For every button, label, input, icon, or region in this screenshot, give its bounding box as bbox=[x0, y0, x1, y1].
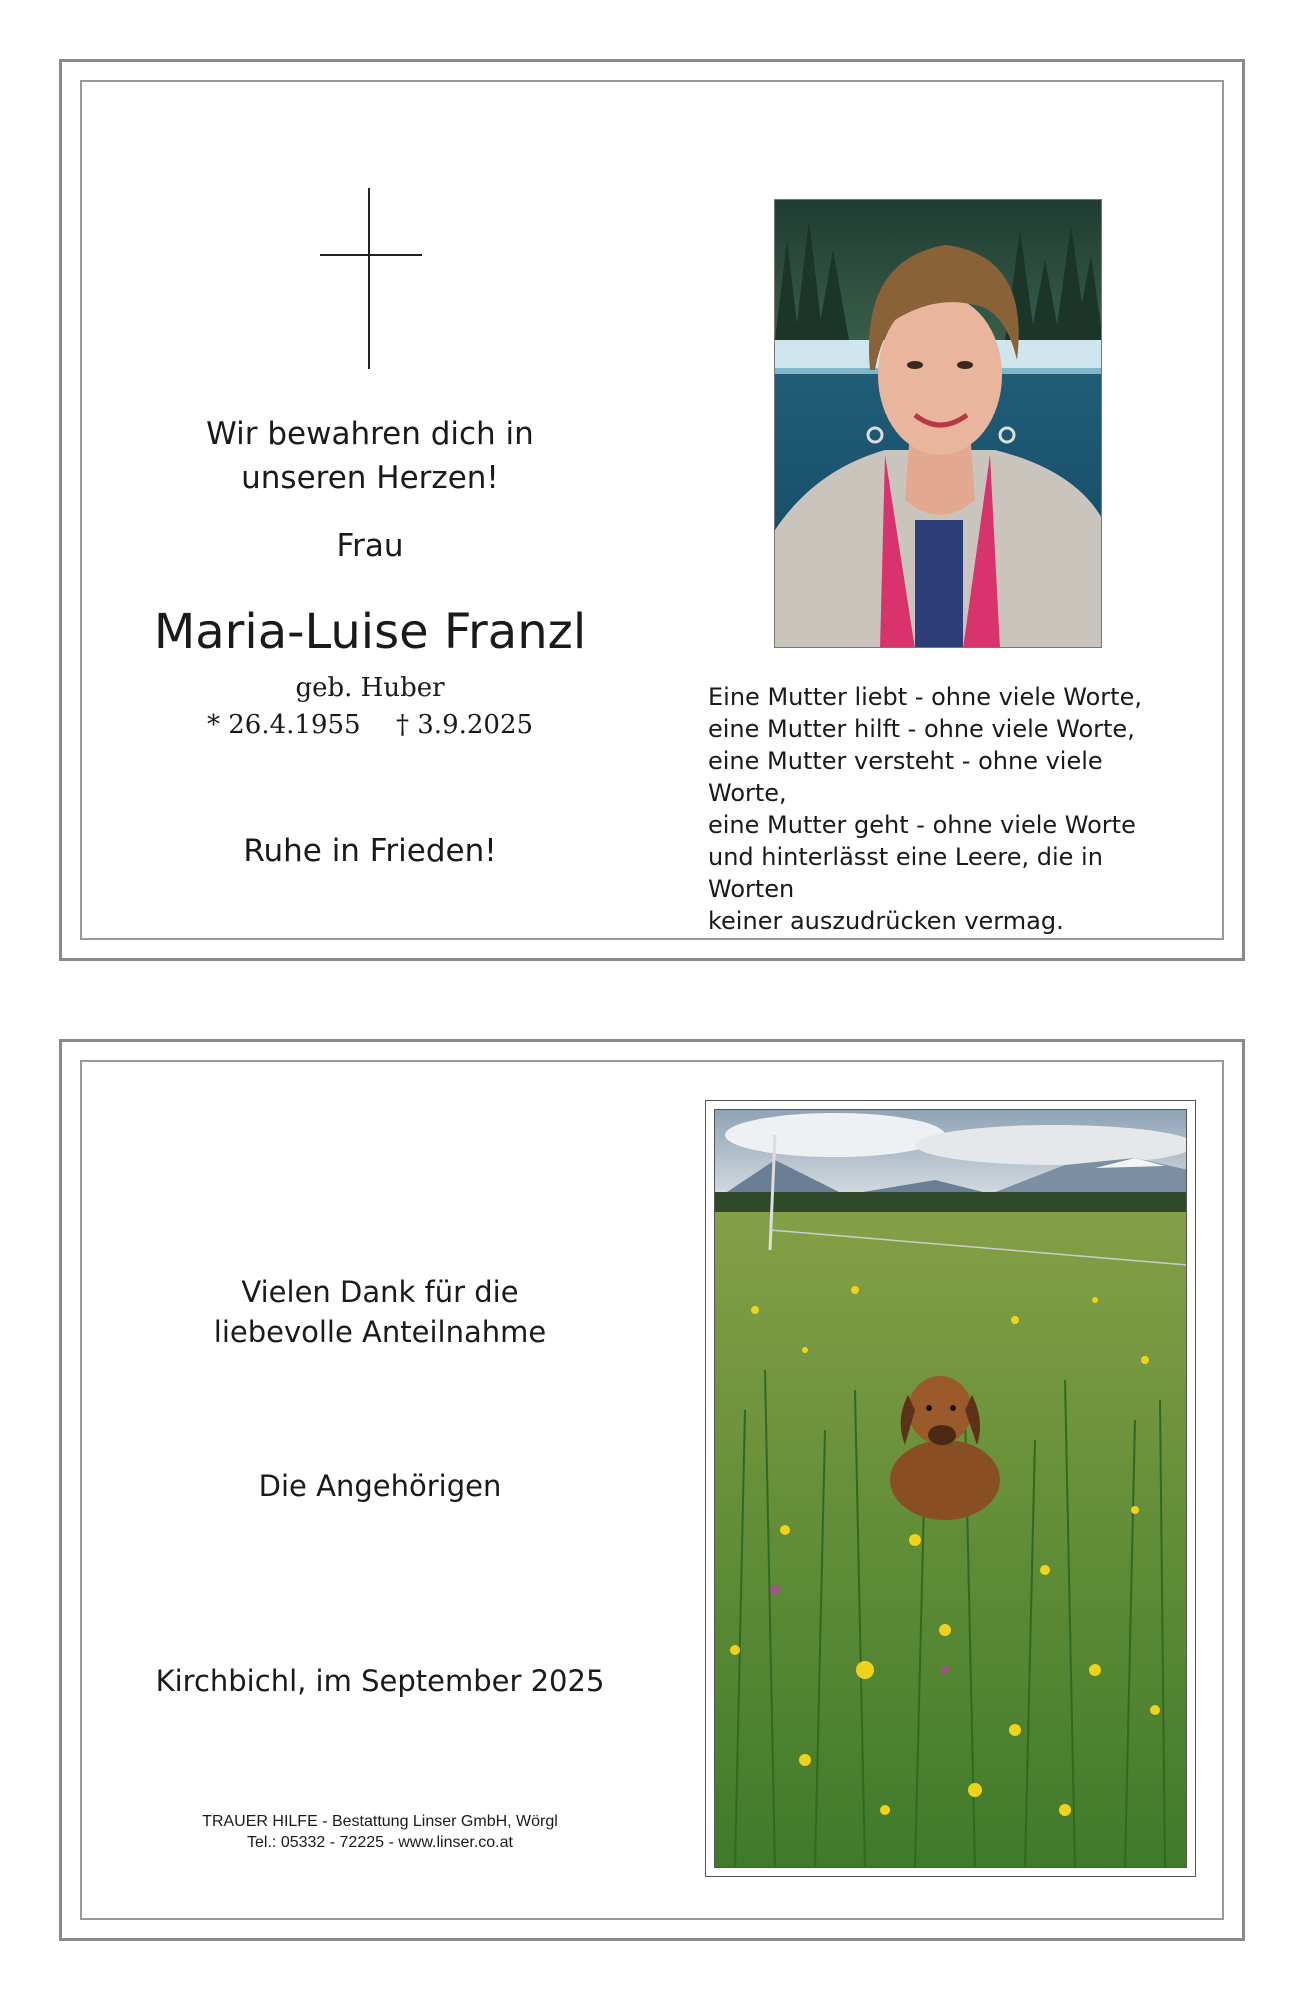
poem-line: eine Mutter hilft - ohne viele Worte, bbox=[708, 715, 1135, 743]
thanks-line-1: Vielen Dank für die bbox=[241, 1275, 519, 1309]
poem-line: Eine Mutter liebt - ohne viele Worte, bbox=[708, 683, 1142, 711]
meadow-photo-frame bbox=[705, 1100, 1196, 1877]
place-and-date: Kirchbichl, im September 2025 bbox=[155, 1664, 605, 1698]
memorial-quote-line-2: unseren Herzen! bbox=[241, 460, 499, 496]
family-signature: Die Angehörigen bbox=[258, 1469, 502, 1503]
portrait-photo bbox=[774, 199, 1102, 648]
memorial-quote-line-1: Wir bewahren dich in bbox=[206, 416, 534, 452]
poem-line: und hinterlässt eine Leere, die in Worten bbox=[708, 843, 1103, 903]
maiden-name: geb. Huber bbox=[295, 673, 445, 703]
thanks-message bbox=[160, 1272, 600, 1352]
cross-icon-vertical bbox=[368, 188, 370, 369]
funeral-home-info bbox=[130, 1811, 630, 1853]
thanks-line-2: liebevolle Anteilnahme bbox=[213, 1315, 547, 1349]
closing-words: Ruhe in Frieden! bbox=[243, 833, 497, 869]
funeral-home-name: TRAUER HILFE - Bestattung Linser GmbH, Wörgl bbox=[202, 1813, 558, 1830]
memorial-quote bbox=[130, 412, 610, 500]
salutation: Frau bbox=[336, 528, 404, 564]
cross-icon-horizontal bbox=[320, 254, 422, 256]
birth-date: * 26.4.1955 bbox=[207, 710, 361, 740]
funeral-home-contact: Tel.: 05332 - 72225 - www.linser.co.at bbox=[247, 1834, 513, 1851]
deceased-name: Maria-Luise Franzl bbox=[153, 604, 587, 660]
dog-meadow-photo bbox=[714, 1109, 1187, 1868]
poem-line: eine Mutter versteht - ohne viele Worte, bbox=[708, 747, 1103, 807]
poem-line: keiner auszudrücken vermag. bbox=[708, 907, 1064, 935]
poem bbox=[708, 681, 1188, 937]
poem-line: eine Mutter geht - ohne viele Worte bbox=[708, 811, 1136, 839]
death-date: † 3.9.2025 bbox=[396, 710, 534, 740]
